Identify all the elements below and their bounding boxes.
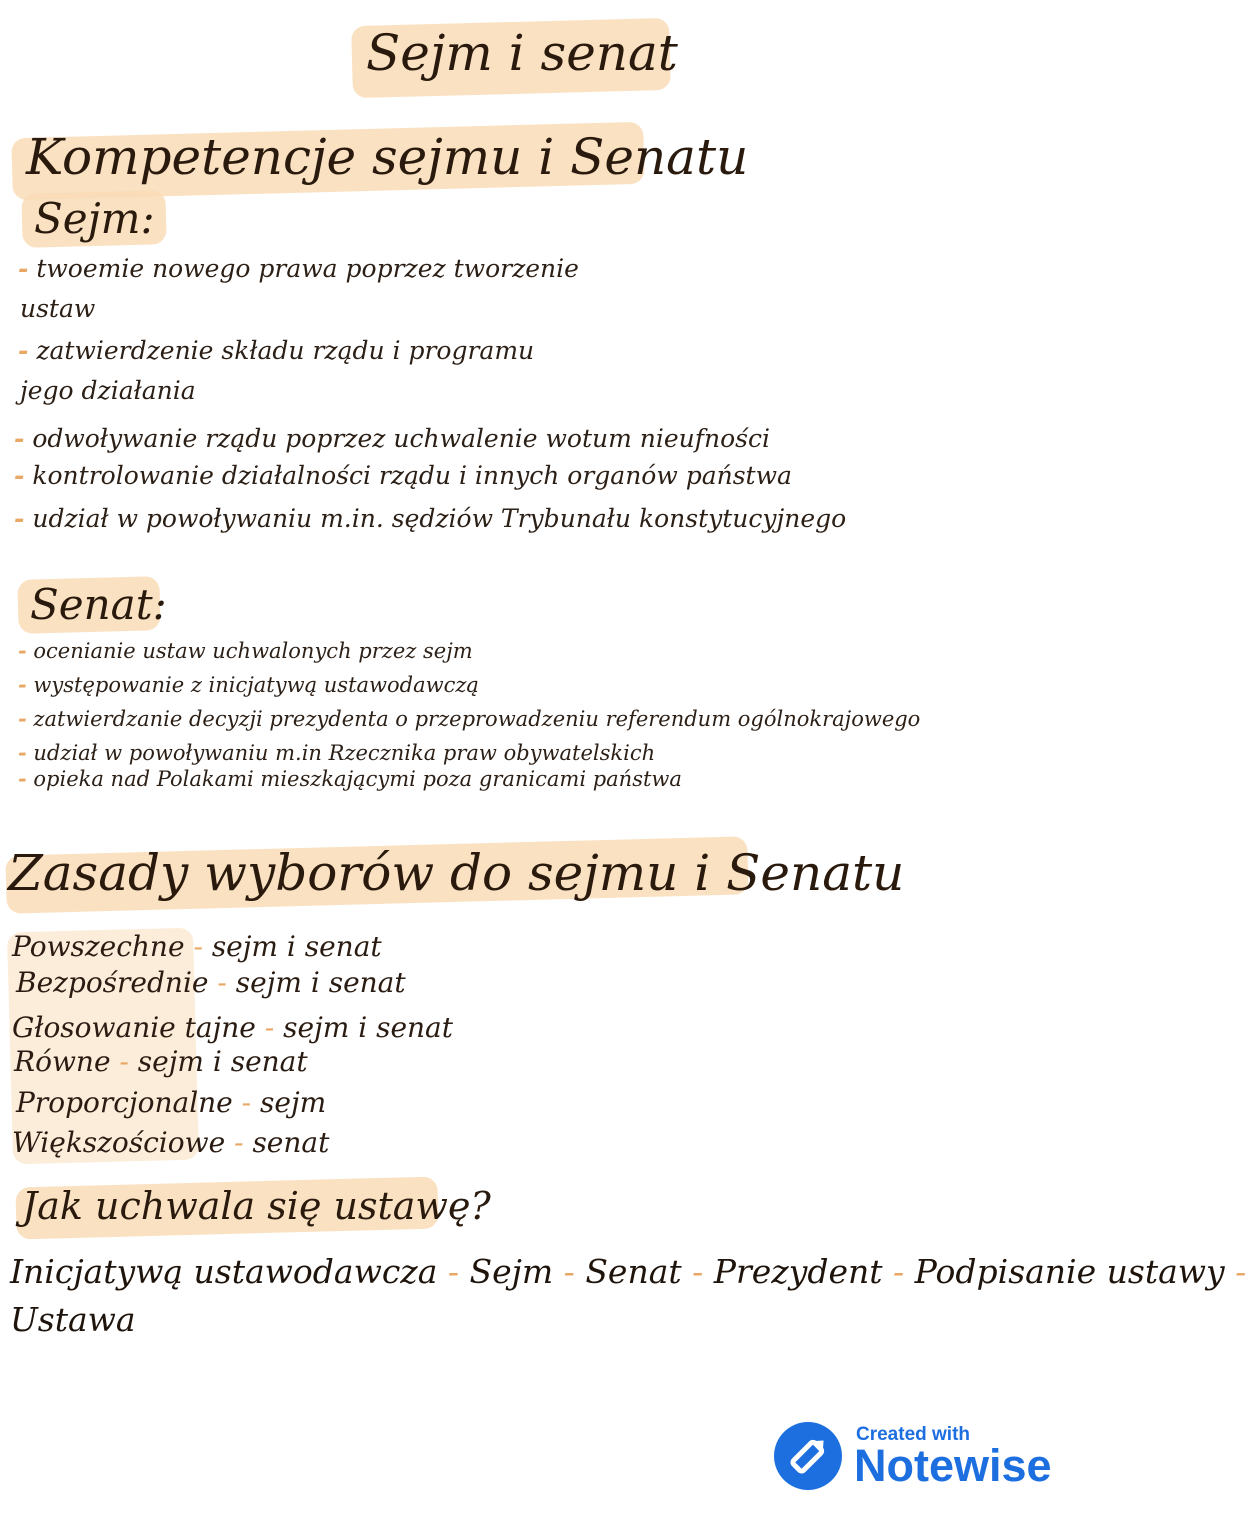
sejm-item: - odwoływanie rządu poprzez uchwalenie wotum nieufności [14, 424, 771, 453]
process-step: Prezydent [713, 1252, 883, 1291]
process-step: Sejm [469, 1252, 554, 1291]
section-heading-zasady: Zasady wyborów do sejmu i Senatu [8, 844, 905, 902]
pencil-icon [774, 1422, 842, 1490]
senat-item: - opieka nad Polakami mieszkającymi poza granicami państwa [18, 766, 682, 791]
senat-heading: Senat: [30, 580, 167, 629]
section-heading-jak-uchwala: Jak uchwala się ustawę? [22, 1184, 491, 1228]
section-heading-kompetencje: Kompetencje sejmu i Senatu [26, 128, 749, 186]
senat-item: - udział w powoływaniu m.in Rzecznika praw obywatelskich [18, 740, 656, 765]
created-with-label: Created with [856, 1424, 971, 1445]
election-rule: Większościowe - senat [12, 1126, 330, 1159]
election-rule: Głosowanie tajne - sejm i senat [12, 1011, 454, 1044]
process-step: Podpisanie ustawy [914, 1252, 1225, 1291]
process-step-final: Ustawa [10, 1300, 136, 1339]
notewise-logo [774, 1422, 842, 1490]
election-rule: Równe - sejm i senat [14, 1045, 308, 1078]
process-step: Inicjatywą ustawodawcza [10, 1252, 438, 1291]
election-rule: Bezpośrednie - sejm i senat [16, 966, 406, 999]
notewise-label: Notewise [854, 1440, 1052, 1491]
senat-item: - zatwierdzanie decyzji prezydenta o przeprowadzeniu referendum ogólnokrajowego [18, 706, 921, 731]
sejm-item: - kontrolowanie działalności rządu i innych organów państwa [14, 461, 792, 490]
sejm-item-continuation: jego działania [20, 376, 196, 405]
senat-item: - występowanie z inicjatywą ustawodawczą [18, 672, 479, 697]
sejm-item: - udział w powoływaniu m.in. sędziów Trybunału konstytucyjnego [14, 504, 847, 533]
election-rule: Proporcjonalne - sejm [16, 1086, 327, 1119]
sejm-item: - zatwierdzenie składu rządu i programu [18, 336, 535, 365]
process-flow: Inicjatywą ustawodawcza - Sejm - Senat - Prezydent - Podpisanie ustawy - [10, 1252, 1246, 1291]
senat-item: - ocenianie ustaw uchwalonych przez sejm [18, 638, 473, 663]
election-rule: Powszechne - sejm i senat [12, 930, 382, 963]
sejm-item-continuation: ustaw [20, 294, 96, 323]
process-step: Senat [585, 1252, 682, 1291]
sejm-item: - twoemie nowego prawa poprzez tworzenie [18, 254, 579, 283]
page-title: Sejm i senat [366, 24, 678, 82]
sejm-heading: Sejm: [34, 194, 155, 243]
